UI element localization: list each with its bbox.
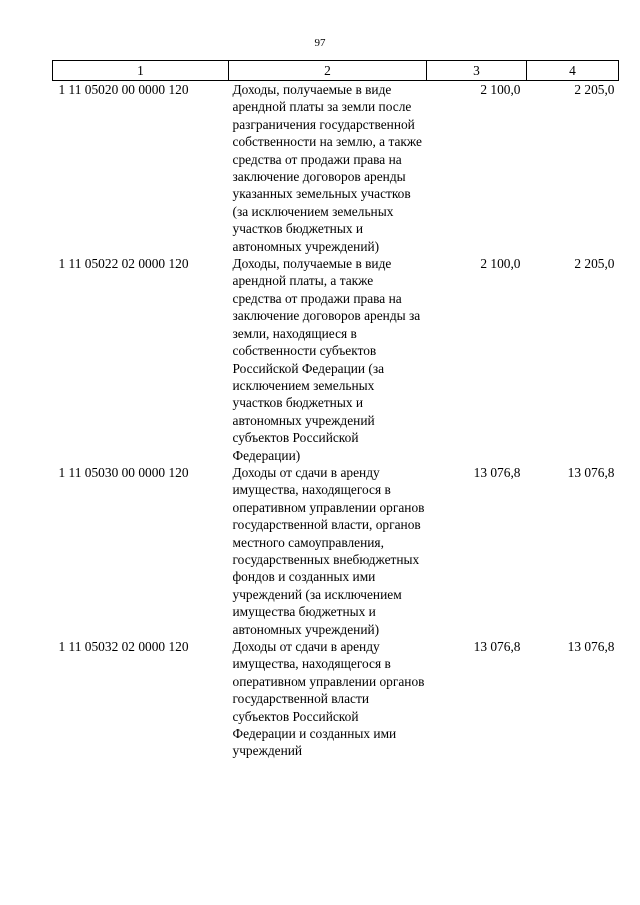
budget-revenue-table	[52, 60, 619, 760]
table-body	[53, 81, 619, 760]
table-header-row	[53, 61, 619, 81]
table-row	[53, 81, 619, 256]
value-column-4-cell: 2 205,0	[574, 82, 615, 97]
revenue-code-cell: 1 11 05030 00 0000 120	[58, 464, 189, 480]
column-header-4: 4	[527, 61, 619, 81]
revenue-description-cell: Доходы от сдачи в аренду имущества, находящегося в оперативном управлении органов государственной власти субъектов Российской Федерации и созданных ими учреждений	[232, 639, 425, 759]
column-header-1: 1	[53, 61, 229, 81]
value-column-3-cell: 13 076,8	[473, 464, 521, 480]
table-row	[53, 638, 619, 760]
table-header	[53, 61, 619, 81]
revenue-description-cell: Доходы, получаемые в виде арендной платы, а также средства от продажи права на заключение договоров аренды за земли, находящиеся в собственности субъектов Российской Федерации (за исключением земельных участков бюджетных и автономных учреждений субъектов Российской Федерации)	[232, 256, 421, 463]
revenue-code-cell: 1 11 05020 00 0000 120	[58, 82, 189, 97]
revenue-description-cell: Доходы, получаемые в виде арендной платы за земли после разграничения государственной собственности на землю, а также средства от продажи права на заключение договоров аренды указанных земельных участков (за исключением земельных участков бюджетных и автономных учреждений)	[232, 82, 422, 254]
value-column-3-cell: 13 076,8	[473, 639, 521, 654]
table-row	[53, 464, 619, 638]
revenue-code-cell: 1 11 05022 02 0000 120	[58, 256, 189, 272]
value-column-4-cell: 2 205,0	[574, 256, 615, 272]
column-header-2: 2	[229, 61, 427, 81]
page-number: 97	[314, 37, 326, 49]
revenue-description-cell: Доходы от сдачи в аренду имущества, находящегося в оперативном управлении органов государственной власти, органов местного самоуправления, государственных внебюджетных фондов и созданных ими учреждений (за исключением имущества бюджетных и автономных учреждений)	[232, 464, 425, 637]
revenue-code-cell: 1 11 05032 02 0000 120	[58, 639, 189, 654]
value-column-4-cell: 13 076,8	[567, 464, 615, 480]
value-column-3-cell: 2 100,0	[480, 82, 521, 97]
value-column-4-cell: 13 076,8	[567, 639, 615, 654]
value-column-3-cell: 2 100,0	[480, 256, 521, 272]
column-header-3: 3	[427, 61, 527, 81]
table-row	[53, 255, 619, 464]
